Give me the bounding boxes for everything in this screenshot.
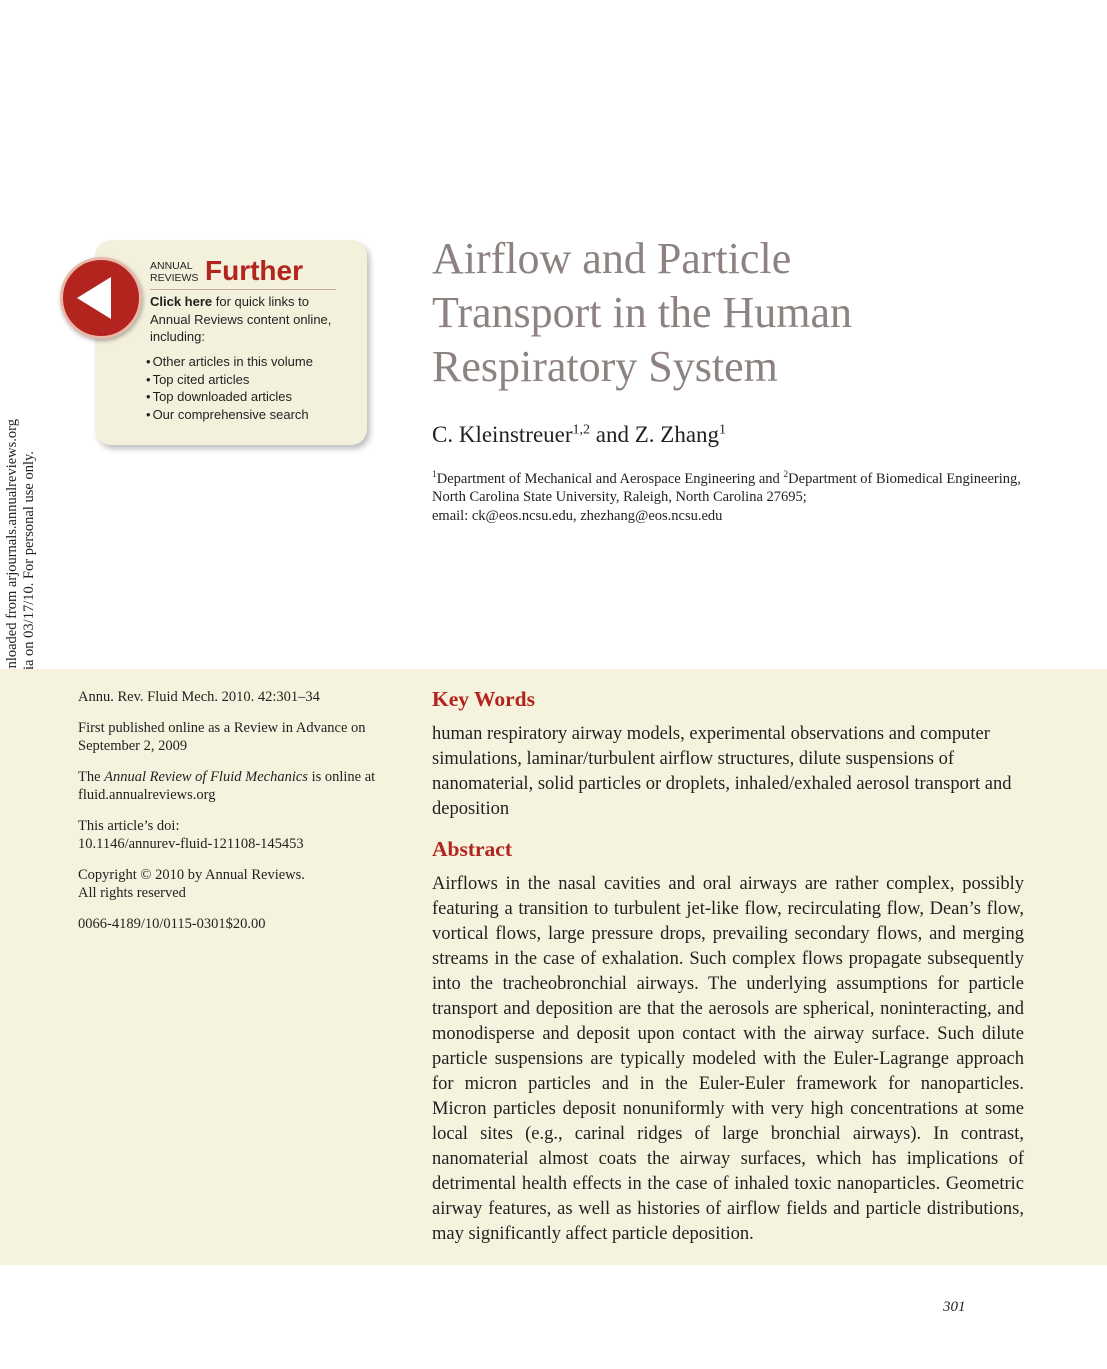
back-arrow-icon[interactable] <box>60 257 142 339</box>
author-line: C. Kleinstreuer$^{1,2}$ and Z. Zhang$^1$ <box>432 422 727 447</box>
doi-value[interactable]: 10.1146/annurev-fluid-121108-145453 <box>78 836 304 852</box>
further-divider <box>150 289 336 290</box>
abstract-text: Airflows in the nasal cavities and oral airways are rather complex, possibly featuring a transition to turbulent jet-like flow, recirculating flow, Dean’s flow, vortical flows, large pressure drops, prevailing secondary flows, and merging streams in the case of exhalation. Such complex flows propagate subsequently into the tracheobronchial airways. The underlying assumptions for particle transport and deposition are that the aerosols are spherical, noninteracting, and monodisperse and deposit upon contact with the airway surface. Such dilute particle suspensions are typically modeled with the Euler-Lagrange approach for micron particles and in the Euler-Euler framework for nanoparticles. Micron particles deposit nonuniformly with very high concentrations at some local sites (e.g., carinal ridges of large bronchial airways). In contrast, nanomaterial almost coats the airway surfaces, which has implications of detrimental health effects in the case of inhaled toxic nanoparticles. Geometric airway features, as well as histories of airflow fields and particle distributions, may significantly affect particle deposition. <box>432 874 1024 1244</box>
article-meta <box>78 688 398 945</box>
copyright: Copyright © 2010 by Annual Reviews. All rights reserved <box>78 866 305 901</box>
article-title: Airflow and Particle Transport in the Human Respiratory System <box>432 234 853 391</box>
further-link-item[interactable]: • Our comprehensive search <box>146 406 313 424</box>
key-words-text: human respiratory airway models, experimental observations and computer simulations, laminar/turbulent airflow structures, dilute suspensions of nanomaterial, solid particles or droplets, inhaled/exhaled aerosol transport and deposition <box>432 724 1012 819</box>
author-name: Z. Zhang <box>634 422 720 447</box>
journal-online: The Annual Review of Fluid Mechanics is online at fluid.annualreviews.org <box>78 768 376 803</box>
further-link-item[interactable]: • Top cited articles <box>146 371 313 389</box>
author-emails: email: ck@eos.ncsu.edu, zhezhang@eos.ncsu.edu <box>432 507 723 524</box>
click-here-link[interactable]: Click here <box>150 294 213 309</box>
page-number: 301 <box>943 1299 966 1315</box>
further-panel[interactable] <box>95 240 367 445</box>
abstract-heading: Abstract <box>432 837 513 861</box>
citation: Annu. Rev. Fluid Mech. 2010. 42:301–34 <box>78 689 320 705</box>
affiliations: $^1$Department of Mechanical and Aerospace Engineering and $^2$Department of Biomedical Engineering, North Carolina State University, Raleigh, North Carolina 27695; email: ck@eos.ncsu.edu, zhezhang@eos.ncsu.edu <box>432 466 1032 525</box>
annual-reviews-logo: ANNUAL REVIEWS <box>150 260 199 284</box>
further-description: Click here for quick links to Annual Reviews content online, including: <box>150 294 332 344</box>
key-words-heading: Key Words <box>432 687 535 711</box>
further-links <box>146 353 313 423</box>
doi: This article’s doi: 10.1146/annurev-fluid-121108-145453 <box>78 817 304 852</box>
further-title: Further <box>205 255 303 286</box>
further-link-item[interactable]: • Other articles in this volume <box>146 353 313 371</box>
further-link-item[interactable]: • Top downloaded articles <box>146 388 313 406</box>
issn: 0066-4189/10/0115-0301$20.00 <box>78 915 266 932</box>
author-name: C. Kleinstreuer <box>432 422 573 447</box>
first-published: First published online as a Review in Advance on September 2, 2009 <box>78 719 366 754</box>
